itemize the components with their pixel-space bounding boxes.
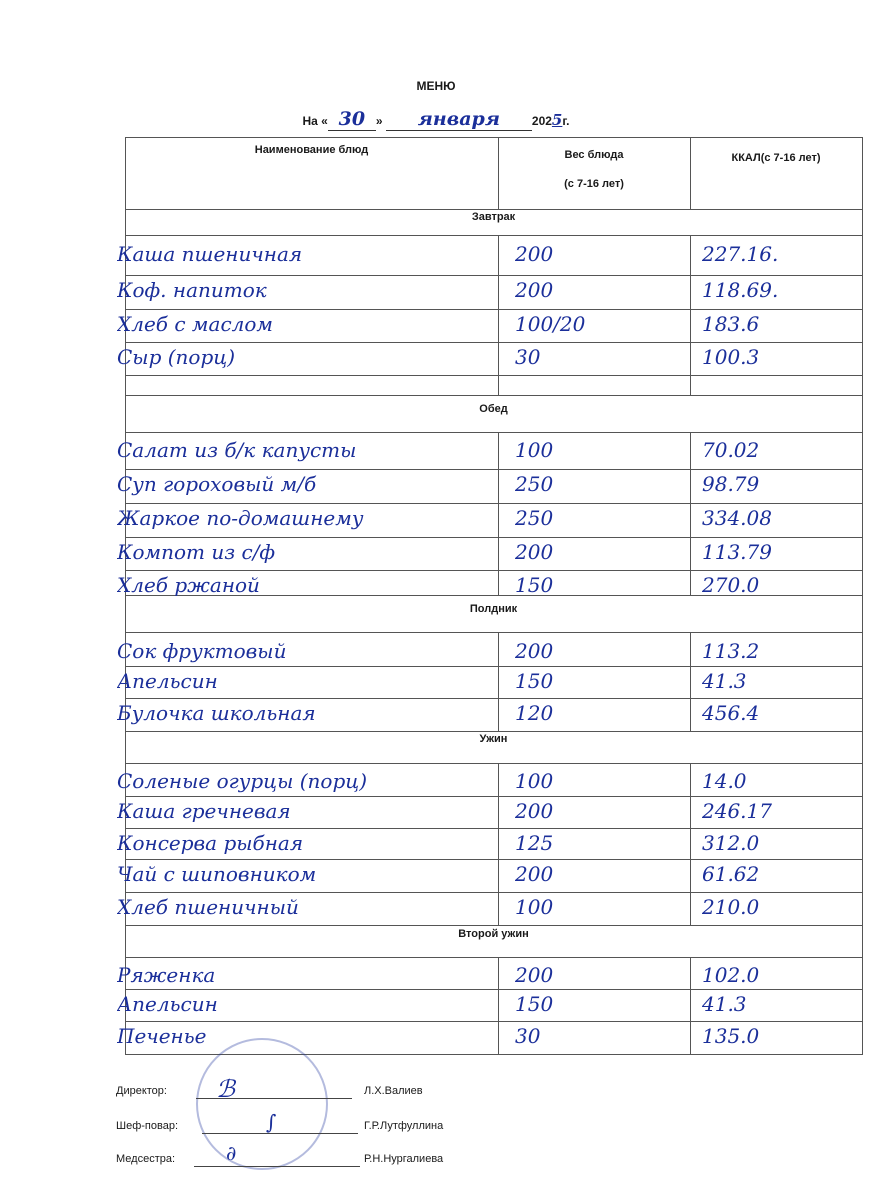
dish-name: Салат из б/к капусты bbox=[117, 438, 357, 462]
dish-weight: 200 bbox=[515, 639, 554, 663]
header-divider bbox=[690, 137, 691, 209]
menu-row bbox=[0, 960, 872, 990]
dish-name: Консерва рыбная bbox=[117, 831, 304, 855]
dish-weight: 200 bbox=[515, 862, 554, 886]
menu-row bbox=[0, 570, 872, 600]
date-suffix: г. bbox=[562, 114, 570, 128]
dish-weight: 250 bbox=[515, 472, 554, 496]
signature-line-director bbox=[116, 1075, 423, 1103]
section-rule bbox=[125, 235, 863, 236]
menu-row bbox=[0, 698, 872, 728]
menu-row bbox=[0, 766, 872, 796]
dish-kcal: 61.62 bbox=[702, 862, 760, 886]
dish-kcal: 312.0 bbox=[702, 831, 760, 855]
header-kcal: ККАЛ(с 7-16 лет) bbox=[731, 152, 821, 164]
dish-name: Апельсин bbox=[117, 992, 218, 1016]
dish-kcal: 113.79 bbox=[702, 540, 772, 564]
menu-row bbox=[0, 537, 872, 567]
dish-name: Каша гречневая bbox=[117, 799, 291, 823]
signature-name: Р.Н.Нургалиева bbox=[364, 1153, 444, 1165]
dish-weight: 200 bbox=[515, 799, 554, 823]
dish-kcal: 118.69. bbox=[702, 278, 779, 302]
dish-kcal: 41.3 bbox=[702, 992, 747, 1016]
section-rule bbox=[125, 731, 863, 732]
section-rule bbox=[125, 957, 863, 958]
signature-line-chef bbox=[116, 1110, 444, 1134]
signature-name: Л.Х.Валиев bbox=[364, 1085, 423, 1097]
header-bottom-rule bbox=[125, 209, 863, 210]
menu-row bbox=[0, 892, 872, 922]
menu-row bbox=[0, 796, 872, 826]
menu-row bbox=[0, 275, 872, 305]
dish-kcal: 334.08 bbox=[702, 506, 772, 530]
dish-name: Сок фруктовый bbox=[117, 639, 287, 663]
menu-row bbox=[0, 989, 872, 1019]
dish-name: Коф. напиток bbox=[117, 278, 267, 302]
dish-weight: 30 bbox=[515, 345, 541, 369]
dish-name: Хлеб пшеничный bbox=[117, 895, 299, 919]
dish-kcal: 227.16. bbox=[702, 242, 779, 266]
menu-title: МЕНЮ bbox=[416, 79, 456, 93]
menu-row bbox=[0, 636, 872, 666]
menu-row bbox=[0, 666, 872, 696]
dish-weight: 100 bbox=[515, 438, 554, 462]
dish-name: Ряженка bbox=[117, 963, 216, 987]
section-title: Завтрак bbox=[471, 211, 516, 223]
date-month: января bbox=[386, 108, 532, 131]
date-year-printed: 202 bbox=[531, 114, 552, 128]
dish-weight: 100 bbox=[515, 895, 554, 919]
dish-kcal: 456.4 bbox=[702, 701, 760, 725]
signature-underline bbox=[202, 1133, 358, 1134]
dish-kcal: 135.0 bbox=[702, 1024, 760, 1048]
section-title: Ужин bbox=[479, 733, 508, 745]
handwritten-signature: ∂ bbox=[226, 1141, 237, 1165]
dish-kcal: 102.0 bbox=[702, 963, 760, 987]
menu-row bbox=[0, 435, 872, 465]
dish-weight: 200 bbox=[515, 963, 554, 987]
date-prefix: На « bbox=[302, 114, 328, 128]
menu-row bbox=[0, 828, 872, 858]
dish-name: Суп гороховый м/б bbox=[117, 472, 317, 496]
dish-weight: 200 bbox=[515, 278, 554, 302]
dish-kcal: 98.79 bbox=[702, 472, 760, 496]
dish-weight: 250 bbox=[515, 506, 554, 530]
dish-name: Чай с шиповником bbox=[117, 862, 317, 886]
official-stamp bbox=[196, 1038, 328, 1170]
signature-line-nurse bbox=[116, 1141, 444, 1165]
section-rule bbox=[125, 763, 863, 764]
dish-name: Печенье bbox=[117, 1024, 207, 1048]
menu-row bbox=[0, 309, 872, 339]
date-day: 30 bbox=[328, 108, 376, 131]
section-rule bbox=[125, 395, 863, 396]
dish-kcal: 246.17 bbox=[702, 799, 772, 823]
menu-row bbox=[0, 342, 872, 372]
section-rule bbox=[125, 925, 863, 926]
dish-name: Соленые огурцы (порц) bbox=[117, 769, 368, 793]
menu-row bbox=[0, 239, 872, 269]
section-title: Полдник bbox=[469, 603, 518, 615]
dish-kcal: 41.3 bbox=[702, 669, 747, 693]
dish-kcal: 100.3 bbox=[702, 345, 760, 369]
header-weight-age: (с 7-16 лет) bbox=[564, 178, 624, 190]
signature-role: Директор: bbox=[116, 1085, 167, 1097]
section-title: Обед bbox=[479, 403, 508, 415]
dish-name: Каша пшеничная bbox=[117, 242, 303, 266]
dish-weight: 100 bbox=[515, 769, 554, 793]
handwritten-signature: ∫ bbox=[266, 1110, 277, 1134]
table-top-border bbox=[125, 137, 863, 138]
dish-kcal: 210.0 bbox=[702, 895, 760, 919]
dish-kcal: 183.6 bbox=[702, 312, 760, 336]
dish-kcal: 270.0 bbox=[702, 573, 760, 597]
dish-kcal: 113.2 bbox=[702, 639, 760, 663]
signature-role: Медсестра: bbox=[116, 1153, 176, 1165]
dish-kcal: 14.0 bbox=[702, 769, 747, 793]
dish-weight: 150 bbox=[515, 992, 554, 1016]
dish-kcal: 70.02 bbox=[702, 438, 760, 462]
date-year-handwritten: 5 bbox=[551, 111, 563, 129]
menu-row bbox=[0, 503, 872, 533]
dish-weight: 100/20 bbox=[515, 312, 586, 336]
dish-name: Сыр (порц) bbox=[117, 345, 236, 369]
menu-row bbox=[0, 1021, 872, 1051]
menu-row bbox=[0, 859, 872, 889]
dish-weight: 150 bbox=[515, 573, 554, 597]
signature-name: Г.Р.Лутфуллина bbox=[364, 1120, 444, 1132]
dish-name: Хлеб с маслом bbox=[117, 312, 273, 336]
dish-weight: 150 bbox=[515, 669, 554, 693]
dish-weight: 120 bbox=[515, 701, 554, 725]
dish-weight: 200 bbox=[515, 540, 554, 564]
signature-role: Шеф-повар: bbox=[116, 1120, 178, 1132]
menu-row bbox=[0, 469, 872, 499]
dish-weight: 200 bbox=[515, 242, 554, 266]
dish-name: Хлеб ржаной bbox=[117, 573, 260, 597]
dish-weight: 30 bbox=[515, 1024, 541, 1048]
dish-weight: 125 bbox=[515, 831, 554, 855]
section-rule bbox=[125, 432, 863, 433]
row-rule bbox=[125, 375, 863, 376]
dish-name: Компот из с/ф bbox=[117, 540, 276, 564]
header-dish-name: Наименование блюд bbox=[254, 144, 369, 156]
section-title: Второй ужин bbox=[458, 928, 529, 940]
section-rule bbox=[125, 632, 863, 633]
dish-name: Апельсин bbox=[117, 669, 218, 693]
handwritten-signature: ℬ bbox=[216, 1075, 235, 1103]
date-mid: » bbox=[375, 114, 383, 128]
signature-underline bbox=[194, 1166, 360, 1167]
dish-name: Булочка школьная bbox=[117, 701, 316, 725]
header-divider bbox=[498, 137, 499, 209]
dish-name: Жаркое по-домашнему bbox=[117, 506, 364, 530]
header-weight: Вес блюда bbox=[564, 149, 624, 161]
